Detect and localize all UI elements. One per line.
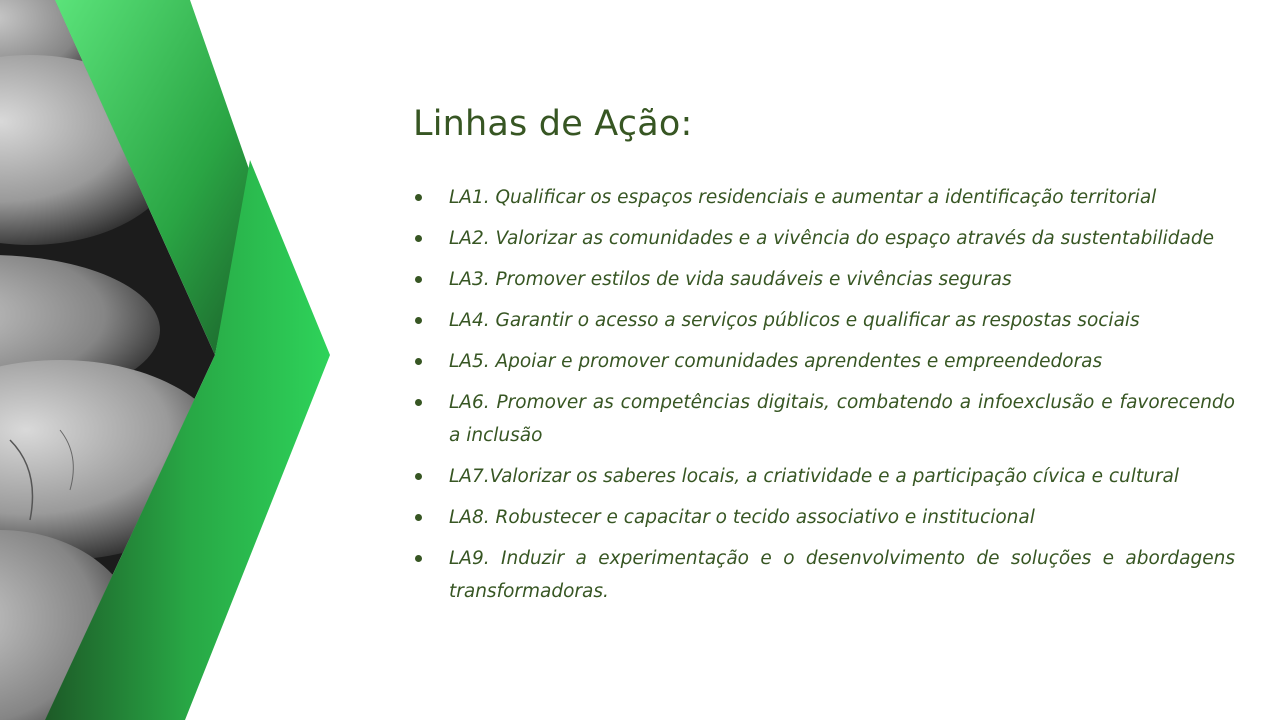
list-item-la9: [413, 542, 1235, 608]
page-title: Linhas de Ação:: [413, 104, 693, 144]
list-item-la1: [413, 181, 1235, 214]
list-item-text: LA7.Valorizar os saberes locais, a criatividade e a participação cívica e cultural: [449, 466, 1179, 487]
bullet-dot-icon: [415, 399, 422, 406]
bullet-dot-icon: [415, 358, 422, 365]
list-item-text: LA3. Promover estilos de vida saudáveis e vivências seguras: [449, 269, 1012, 290]
bullet-dot-icon: [415, 276, 422, 283]
list-item-la3: [413, 263, 1235, 296]
list-item-la4: [413, 304, 1235, 337]
list-item-la8: [413, 501, 1235, 534]
list-item-text: LA8. Robustecer e capacitar o tecido associativo e institucional: [449, 507, 1035, 528]
action-lines-list: [413, 181, 1235, 616]
decorative-image-banner: [0, 0, 340, 720]
list-item-text: LA5. Apoiar e promover comunidades aprendentes e empreendedoras: [449, 351, 1103, 372]
list-item-la2: [413, 222, 1235, 255]
list-item-text: LA9. Induzir a experimentação e o desenvolvimento de soluções e abordagens transformadoras.: [449, 548, 1235, 602]
bullet-dot-icon: [415, 194, 422, 201]
bullet-dot-icon: [415, 473, 422, 480]
bullet-dot-icon: [415, 514, 422, 521]
list-item-la6: [413, 386, 1235, 452]
list-item-text: LA2. Valorizar as comunidades e a vivência do espaço através da sustentabilidade: [449, 228, 1214, 249]
bullet-dot-icon: [415, 555, 422, 562]
bullet-dot-icon: [415, 317, 422, 324]
list-item-la5: [413, 345, 1235, 378]
list-item-la7: [413, 460, 1235, 493]
list-item-text: LA4. Garantir o acesso a serviços públicos e qualificar as respostas sociais: [449, 310, 1140, 331]
list-item-text: LA1. Qualificar os espaços residenciais e aumentar a identificação territorial: [449, 187, 1157, 208]
bullet-dot-icon: [415, 235, 422, 242]
list-item-text: LA6. Promover as competências digitais, combatendo a infoexclusão e favorecendo a inclusão: [449, 392, 1235, 446]
